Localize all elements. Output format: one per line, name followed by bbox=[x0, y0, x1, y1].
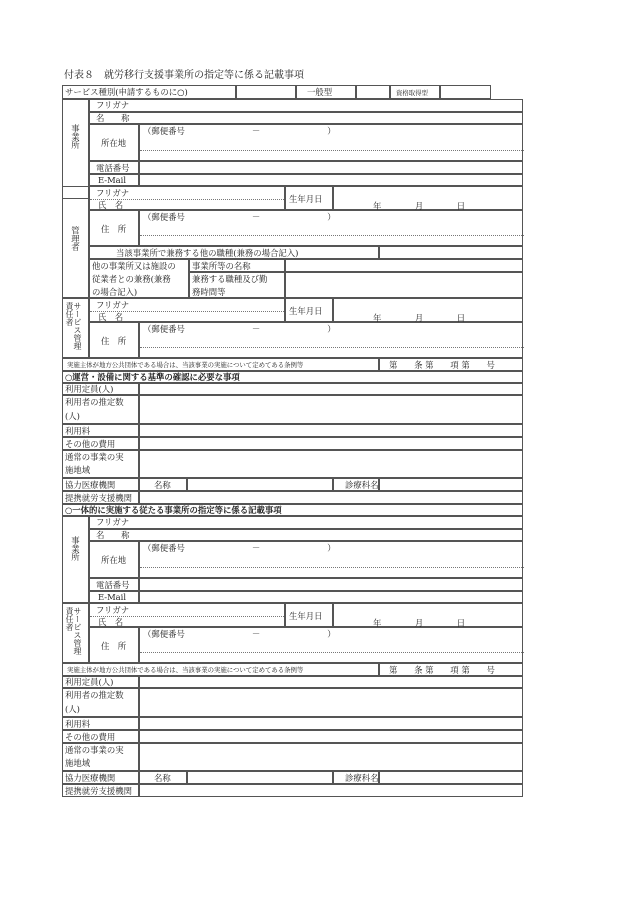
office2-postal-label: （郵便番号 － ） bbox=[143, 543, 336, 553]
service-manager-section-label: サービス管理責任者 bbox=[65, 302, 82, 350]
office-name-row[interactable] bbox=[89, 112, 523, 124]
document-title: 付表８ 就労移行支援事業所の指定等に係る記載事項 bbox=[64, 70, 304, 81]
medical2-name-field[interactable] bbox=[187, 771, 333, 784]
svc-mgr2-birth-label: 生年月日 bbox=[289, 611, 323, 621]
service-area-line1: 通常の事業の実 bbox=[65, 452, 124, 462]
other-cost2-field[interactable] bbox=[139, 730, 523, 743]
other-office-name-label: 事業所等の名称 bbox=[192, 261, 251, 271]
manager-section-label: 管理者 bbox=[70, 226, 81, 252]
service-type-label: サービス種別(申請するものに○) bbox=[65, 87, 188, 97]
estimated-users2-field[interactable] bbox=[139, 688, 523, 717]
manager-other-line2: 従業者との兼務(兼務 bbox=[92, 274, 171, 284]
office-address-guide bbox=[140, 150, 524, 151]
service-area-line2: 施地域 bbox=[65, 465, 91, 475]
svc-mgr2-address-guide bbox=[140, 652, 524, 653]
manager-other-line3: の場合記入) bbox=[92, 287, 138, 297]
manager-name-label: 氏 名 bbox=[98, 200, 124, 210]
manager-address-guide bbox=[140, 235, 524, 236]
office2-address-guide bbox=[140, 567, 524, 568]
manager-birth-label: 生年月日 bbox=[289, 194, 323, 204]
ordinance2-label: 実施主体が地方公共団体である場合は、当該事業の実施について定めてある条例等 bbox=[67, 666, 304, 674]
office2-furigana-row[interactable] bbox=[89, 516, 523, 529]
manager-address-label: 住 所 bbox=[101, 224, 127, 234]
satellite-heading: ○一体的に実施する従たる事業所の指定等に係る記載事項 bbox=[65, 505, 282, 515]
standards-heading: ○運営・設備に関する基準の確認に必要な事項 bbox=[65, 372, 240, 382]
capacity2-label: 利用定員(人) bbox=[65, 677, 114, 687]
partner2-field[interactable] bbox=[139, 784, 523, 797]
service-area2-line2: 施地域 bbox=[65, 758, 91, 768]
service-manager2-section-label: サービス管理責任者 bbox=[65, 607, 82, 655]
svc-mgr2-furigana-label: フリガナ bbox=[96, 605, 130, 615]
medical-name-label: 名称 bbox=[154, 480, 171, 490]
svc-mgr-name-label: 氏 名 bbox=[98, 312, 124, 322]
application-form bbox=[63, 86, 524, 800]
office-section-label: 事業所 bbox=[70, 124, 81, 150]
general-type-check[interactable] bbox=[356, 85, 390, 99]
capacity-label: 利用定員(人) bbox=[65, 384, 114, 394]
other-office-name-field[interactable] bbox=[285, 259, 523, 272]
estimated-users-field[interactable] bbox=[139, 395, 523, 424]
medical2-name-label: 名称 bbox=[154, 773, 171, 783]
medical-label: 協力医療機関 bbox=[65, 480, 116, 490]
medical2-label: 協力医療機関 bbox=[65, 773, 116, 783]
office-phone-field[interactable] bbox=[139, 161, 523, 174]
ordinance-label: 実施主体が地方公共団体である場合は、当該事業の実施について定めてある条例等 bbox=[67, 361, 304, 369]
license-type-check[interactable] bbox=[440, 85, 491, 99]
other-cost-label: その他の費用 bbox=[65, 439, 116, 449]
fee-field[interactable] bbox=[139, 424, 523, 437]
svc-mgr-furigana-label: フリガナ bbox=[96, 300, 130, 310]
ordinance-number: 第 条 第 項 第 号 bbox=[389, 360, 495, 370]
partner-field[interactable] bbox=[139, 491, 523, 504]
estimated-users2-line2: (人) bbox=[65, 704, 80, 714]
service-area2-line1: 通常の事業の実 bbox=[65, 745, 124, 755]
svc-mgr2-name-label: 氏 名 bbox=[98, 617, 124, 627]
office-name-label: 名 称 bbox=[96, 113, 130, 123]
manager-concurrent-label: 当該事業所で兼務する他の職種(兼務の場合記入) bbox=[116, 248, 299, 258]
office2-email-field[interactable] bbox=[139, 591, 523, 603]
manager-concurrent-field[interactable] bbox=[379, 246, 523, 259]
medical-dept-field[interactable] bbox=[379, 478, 523, 491]
medical-dept-label: 診療科名 bbox=[345, 480, 379, 490]
office2-section-label: 事業所 bbox=[70, 536, 81, 562]
svc-mgr-postal-label: （郵便番号 － ） bbox=[143, 324, 336, 334]
estimated-users2-line1: 利用者の推定数 bbox=[65, 690, 124, 700]
office2-phone-field[interactable] bbox=[139, 578, 523, 591]
estimated-users-line1: 利用者の推定数 bbox=[65, 397, 124, 407]
office-email-label: E-Mail bbox=[98, 175, 127, 185]
service-area2-field[interactable] bbox=[139, 743, 523, 771]
general-type-label: 一般型 bbox=[307, 87, 333, 97]
office-furigana-row[interactable] bbox=[89, 99, 523, 112]
office2-name-label: 名 称 bbox=[96, 530, 130, 540]
other-cost2-label: その他の費用 bbox=[65, 732, 116, 742]
svc-mgr2-birth-ymd: 年 月 日 bbox=[373, 618, 466, 628]
svc-mgr-birth-ymd: 年 月 日 bbox=[373, 313, 466, 323]
partner2-label: 提携就労支援機関 bbox=[65, 786, 132, 796]
office-email-field[interactable] bbox=[139, 174, 523, 186]
office2-email-label: E-Mail bbox=[98, 592, 127, 602]
other-job-line2: 務時間等 bbox=[192, 287, 226, 297]
service-area-field[interactable] bbox=[139, 450, 523, 478]
svc-mgr2-postal-label: （郵便番号 － ） bbox=[143, 629, 336, 639]
medical2-dept-field[interactable] bbox=[379, 771, 523, 784]
fee-label: 利用料 bbox=[65, 426, 91, 436]
manager-postal-label: （郵便番号 － ） bbox=[143, 212, 336, 222]
svc-mgr-address-guide bbox=[140, 347, 524, 348]
fee2-label: 利用料 bbox=[65, 719, 91, 729]
manager-other-line1: 他の事業所又は施設の bbox=[92, 261, 176, 271]
svc-mgr-address-label: 住 所 bbox=[101, 336, 127, 346]
other-job-field[interactable] bbox=[285, 272, 523, 298]
office2-address-label: 所在地 bbox=[101, 555, 127, 565]
office2-name-row[interactable] bbox=[89, 529, 523, 541]
service-blank-cell[interactable] bbox=[236, 85, 296, 99]
svc-mgr-birth-label: 生年月日 bbox=[289, 306, 323, 316]
office-address-label: 所在地 bbox=[101, 138, 127, 148]
capacity2-field[interactable] bbox=[139, 676, 523, 688]
license-type-label: 資格取得型 bbox=[396, 89, 428, 97]
partner-label: 提携就労支援機関 bbox=[65, 493, 132, 503]
office-phone-label: 電話番号 bbox=[96, 163, 130, 173]
office2-phone-label: 電話番号 bbox=[96, 580, 130, 590]
other-job-line1: 兼務する職種及び勤 bbox=[192, 274, 268, 284]
manager-furigana-label: フリガナ bbox=[96, 188, 130, 198]
office-furigana-label: フリガナ bbox=[96, 100, 130, 110]
office-postal-label: （郵便番号 － ） bbox=[143, 126, 336, 136]
ordinance2-number: 第 条 第 項 第 号 bbox=[389, 665, 495, 675]
other-cost-field[interactable] bbox=[139, 437, 523, 450]
medical2-dept-label: 診療科名 bbox=[345, 773, 379, 783]
svc-mgr2-address-label: 住 所 bbox=[101, 641, 127, 651]
office2-furigana-label: フリガナ bbox=[96, 517, 130, 527]
medical-name-field[interactable] bbox=[187, 478, 333, 491]
estimated-users-line2: (人) bbox=[65, 411, 80, 421]
fee2-field[interactable] bbox=[139, 717, 523, 730]
manager-birth-ymd: 年 月 日 bbox=[373, 201, 466, 211]
capacity-field[interactable] bbox=[139, 383, 523, 395]
